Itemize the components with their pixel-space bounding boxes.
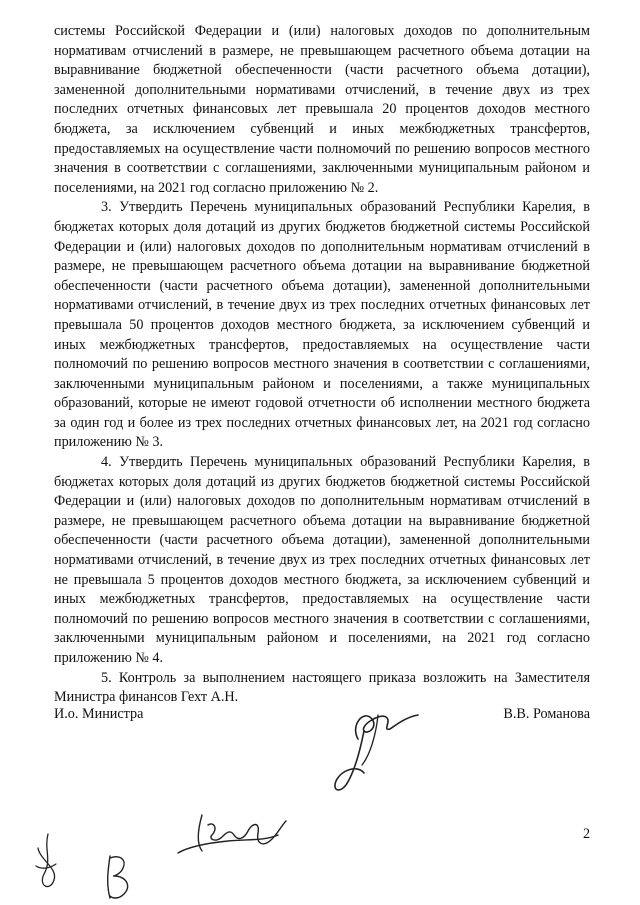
paragraph-continuation: системы Российской Федерации и (или) налоговых доходов по дополнительным нормативам отчислений в размере, не превышающем расчетного объема дотации на выравнивание бюджетной обеспеченности (части расчетного объема дотации), замененной дополнительными нормативами отчислений, в течение двух из трех последних отчетных финансовых лет превышала 20 процентов доходов местного бюджета, за исключением субвенций и иных межбюджетных трансфертов, предоставляемых на осуществление части полномочий по решению вопросов местного значения в соответствии с соглашениями, заключенными муниципальным районом и поселениями, на 2021 год согласно приложению № 2. — [54, 23, 590, 196]
margin-mark-left — [28, 830, 68, 900]
document-body — [54, 22, 590, 708]
handwritten-signature — [320, 695, 430, 805]
margin-mark-b — [100, 850, 140, 905]
paragraph-item-4: 4. Утвердить Перечень муниципальных образований Республики Карелия, в бюджетах которых доля дотаций из других бюджетов бюджетной системы Российской Федерации и (или) налоговых доходов по дополнительным нормативам отчислений в размере, не превышающем расчетного объема дотации на выравнивание бюджетной обеспеченности (части расчетного объема дотации), замененной дополнительными нормативами отчислений, в течение двух из трех последних отчетных финансовых лет не превышала 5 процентов доходов местного бюджета, за исключением субвенций и иных межбюджетных трансфертов, предоставляемых на осуществление части полномочий по решению вопросов местного значения в соответствии с соглашениями, заключенными муниципальным районом и поселениями, на 2021 год согласно приложению № 4. — [54, 454, 590, 666]
approval-initials — [168, 795, 318, 875]
paragraph-item-5: 5. Контроль за выполнением настоящего приказа возложить на Заместителя Министра финансов Гехт А.Н. — [54, 669, 590, 706]
signatory-name: В.В. Романова — [503, 706, 590, 722]
page-number: 2 — [583, 826, 591, 842]
signatory-title: И.о. Министра — [54, 706, 144, 722]
paragraph-item-3: 3. Утвердить Перечень муниципальных образований Республики Карелия, в бюджетах которых доля дотаций из других бюджетов бюджетной системы Российской Федерации и (или) налоговых доходов по дополнительным нормативам отчислений в размере, не превышающем расчетного объема дотации на выравнивание бюджетной обеспеченности (части расчетного объема дотации), замененной дополнительными нормативами отчислений, в течение двух из трех последних отчетных финансовых лет превышала 50 процентов доходов местного бюджета, за исключением субвенций и иных межбюджетных трансфертов, предоставляемых на осуществление части полномочий по решению вопросов местного значения в соответствии с соглашениями, заключенными муниципальным районом и поселениями, а также муниципальных образований, которые не имеют годовой отчетности об исполнении местного бюджета за один год и более из трех последних отчетных финансовых лет, на 2021 год согласно приложению № 3. — [54, 199, 590, 451]
